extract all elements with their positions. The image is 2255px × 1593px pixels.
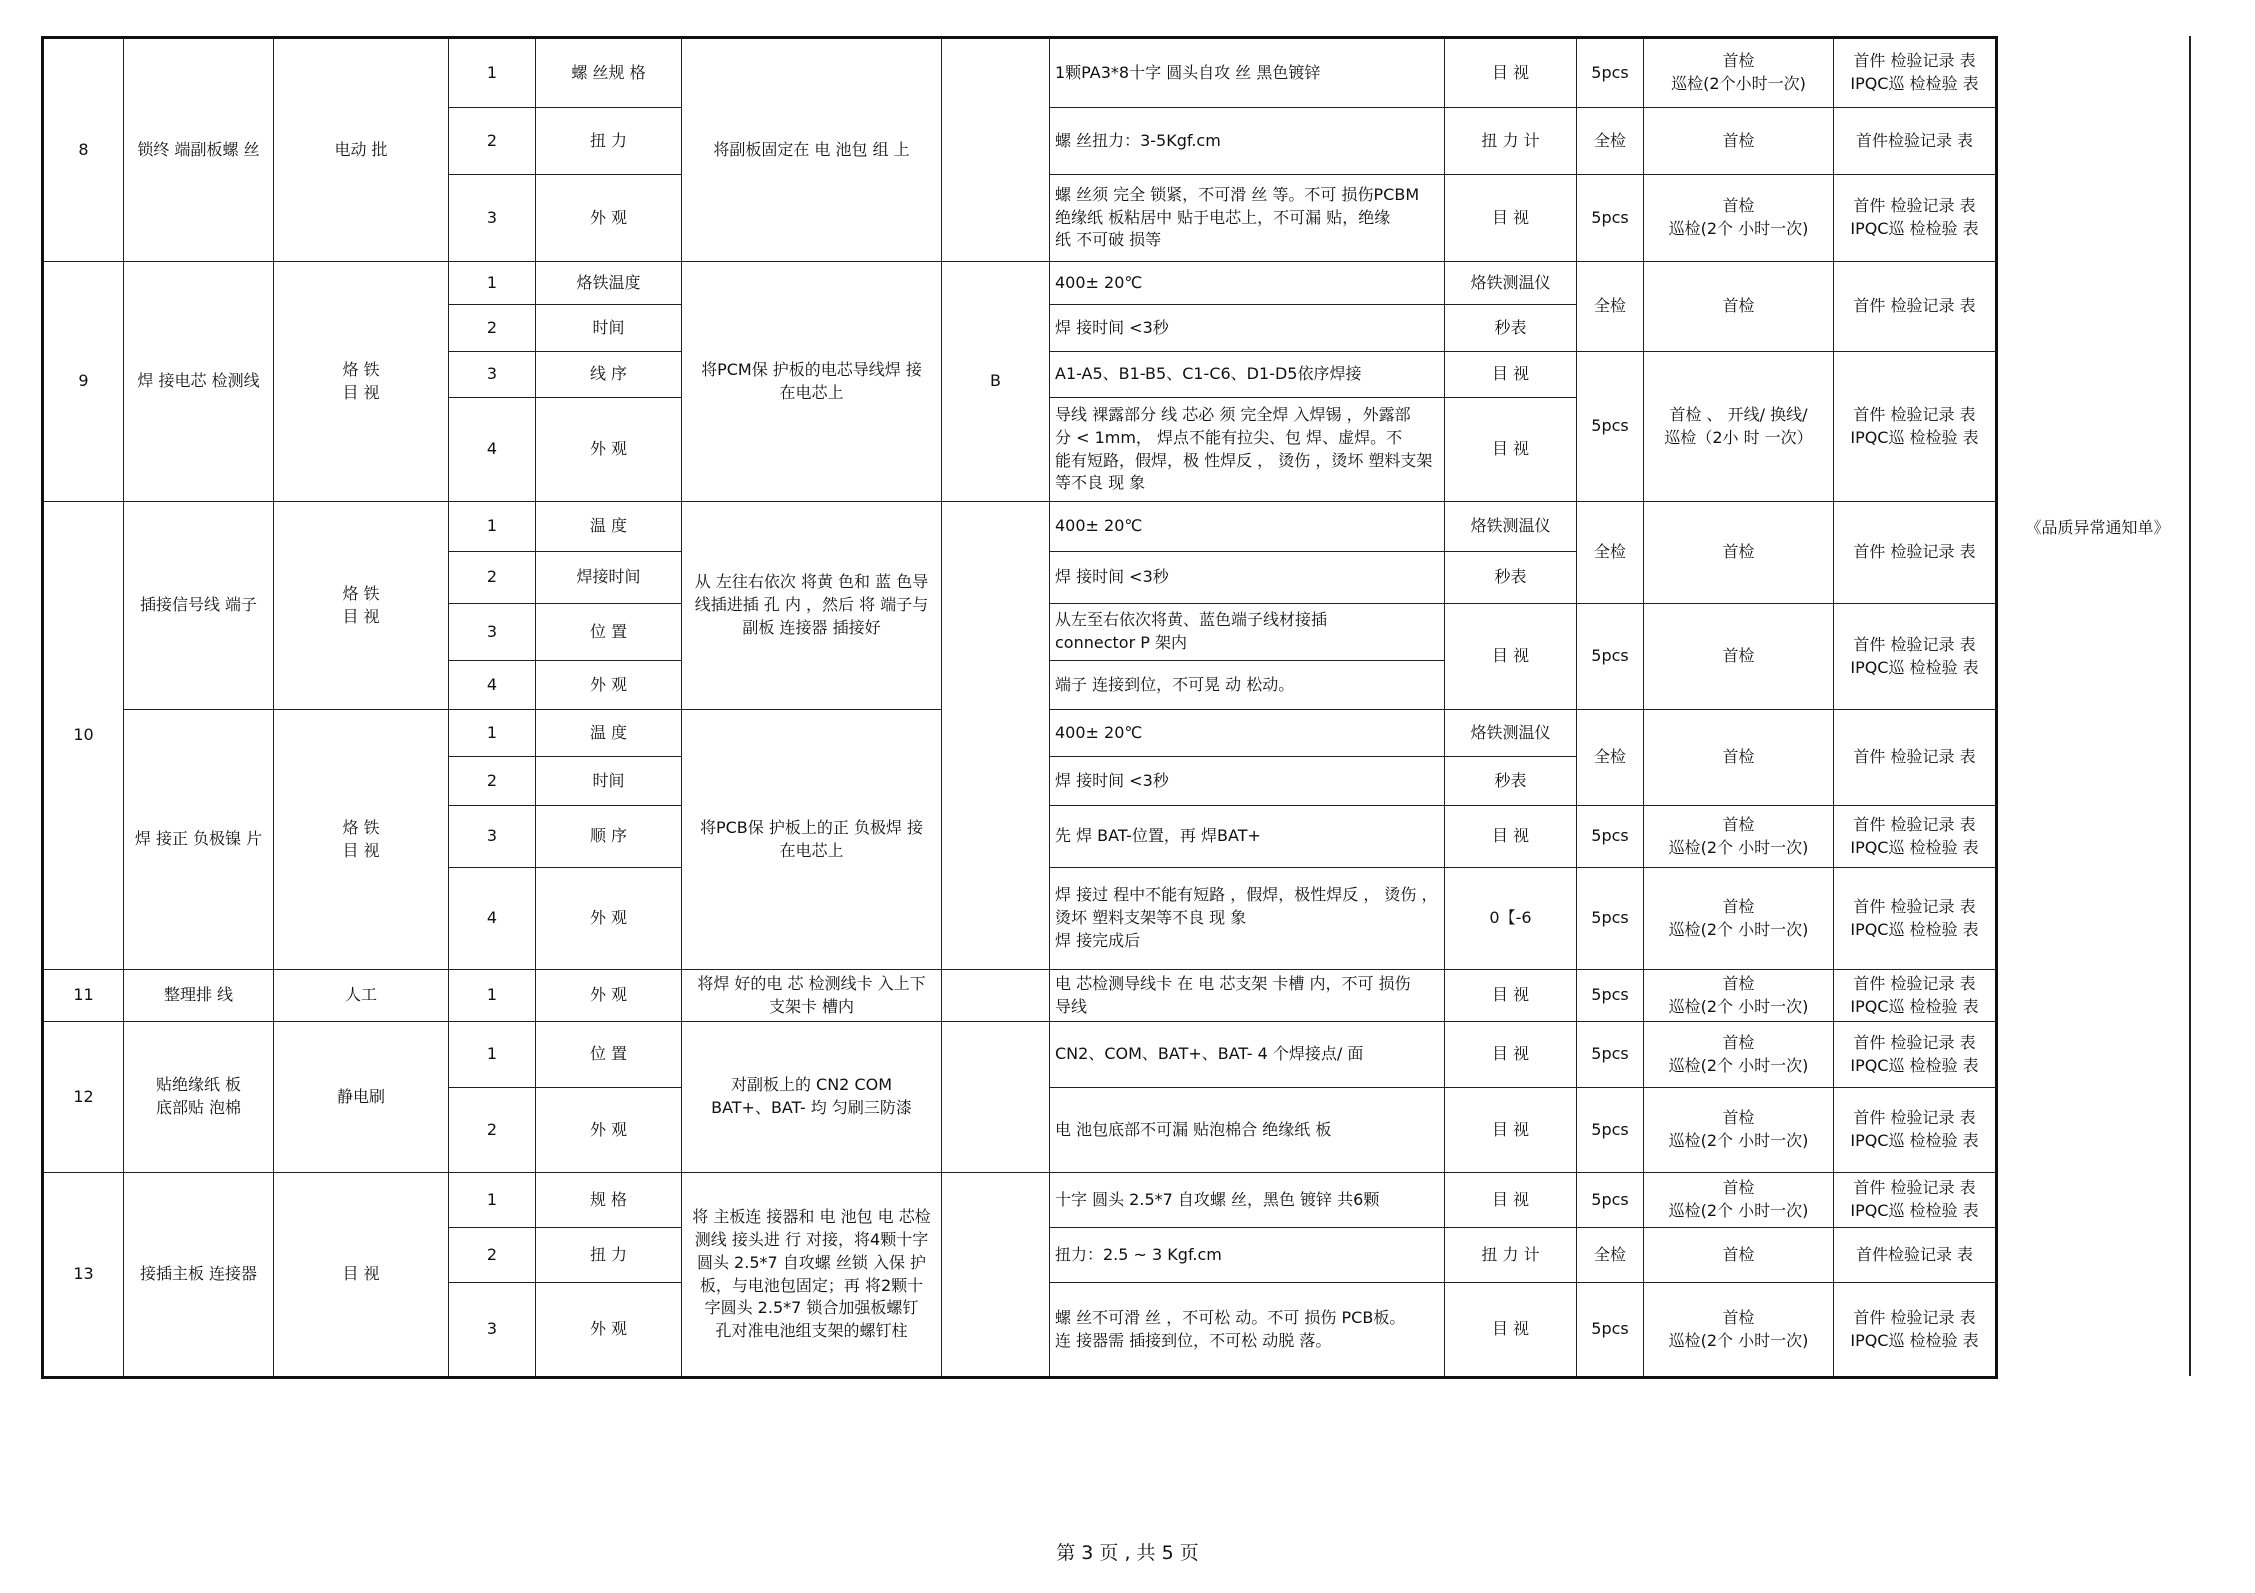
inspect-freq: 首检 、 开线/ 换线/ 巡检（2小 时 一次） — [1644, 352, 1834, 502]
record-form: 首件检验记录 表 — [1834, 108, 1997, 175]
item-seq: 1 — [449, 502, 536, 552]
sample-qty: 全检 — [1577, 1228, 1644, 1283]
inspect-method: 目 视 — [1445, 970, 1577, 1022]
class-cell: B — [942, 262, 1050, 502]
check-item: 线 序 — [536, 352, 682, 398]
item-seq: 3 — [449, 806, 536, 868]
item-seq: 3 — [449, 352, 536, 398]
record-form: 首件 检验记录 表 IPQC巡 检检验 表 — [1834, 1022, 1997, 1088]
sample-qty: 全检 — [1577, 502, 1644, 604]
inspect-method: 秒表 — [1445, 552, 1577, 604]
item-seq: 1 — [449, 38, 536, 108]
spec: 焊 接过 程中不能有短路 ，假焊，极性焊反 ， 烫伤 ， 烫坏 塑料支架等不良 现 象 焊 接完成后 — [1050, 868, 1445, 970]
inspect-method: 扭 力 计 — [1445, 108, 1577, 175]
check-item: 外 观 — [536, 1283, 682, 1378]
check-item: 位 置 — [536, 1022, 682, 1088]
table-row — [43, 38, 1997, 108]
check-item: 顺 序 — [536, 806, 682, 868]
spec: 电 芯检测导线卡 在 电 芯支架 卡槽 内，不可 损伤 导线 — [1050, 970, 1445, 1022]
process-tool: 静电刷 — [274, 1022, 449, 1173]
process-step: 整理排 线 — [124, 970, 274, 1022]
check-item: 扭 力 — [536, 108, 682, 175]
item-seq: 1 — [449, 262, 536, 305]
record-form: 首件 检验记录 表 IPQC巡 检检验 表 — [1834, 868, 1997, 970]
sample-qty: 5pcs — [1577, 806, 1644, 868]
process-tool: 烙 铁 目 视 — [274, 262, 449, 502]
sample-qty: 5pcs — [1577, 1283, 1644, 1378]
spec: 焊 接时间 <3秒 — [1050, 552, 1445, 604]
table-row — [43, 1173, 1997, 1228]
inspect-method: 秒表 — [1445, 757, 1577, 806]
record-form: 首件 检验记录 表 IPQC巡 检检验 表 — [1834, 1283, 1997, 1378]
process-tool: 目 视 — [274, 1173, 449, 1378]
item-seq: 3 — [449, 604, 536, 661]
process-step: 锁终 端副板螺 丝 — [124, 38, 274, 262]
sample-qty: 5pcs — [1577, 1173, 1644, 1228]
spec: 电 池包底部不可漏 贴泡棉合 绝缘纸 板 — [1050, 1088, 1445, 1173]
inspect-method: 目 视 — [1445, 604, 1577, 710]
inspect-freq: 首检 巡检(2个 小时一次) — [1644, 806, 1834, 868]
item-seq: 2 — [449, 552, 536, 604]
inspect-freq: 首检 — [1644, 262, 1834, 352]
item-seq: 2 — [449, 757, 536, 806]
record-form: 首件 检验记录 表 IPQC巡 检检验 表 — [1834, 1088, 1997, 1173]
sample-qty: 全检 — [1577, 710, 1644, 806]
process-step: 焊 接正 负极镍 片 — [124, 710, 274, 970]
process-no: 11 — [43, 970, 124, 1022]
check-item: 外 观 — [536, 970, 682, 1022]
item-seq: 4 — [449, 398, 536, 502]
inspect-method: 目 视 — [1445, 1173, 1577, 1228]
inspect-freq: 首检 巡检(2个 小时一次) — [1644, 1283, 1834, 1378]
inspect-method: 扭 力 计 — [1445, 1228, 1577, 1283]
sample-qty: 5pcs — [1577, 1088, 1644, 1173]
spec: 焊 接时间 <3秒 — [1050, 757, 1445, 806]
operation-desc: 对副板上的 CN2 COM BAT+、BAT- 均 匀刷三防漆 — [682, 1022, 942, 1173]
item-seq: 1 — [449, 970, 536, 1022]
class-cell — [942, 1173, 1050, 1378]
sample-qty: 5pcs — [1577, 868, 1644, 970]
check-item: 时间 — [536, 757, 682, 806]
item-seq: 2 — [449, 305, 536, 352]
item-seq: 3 — [449, 1283, 536, 1378]
table-row — [43, 262, 1997, 305]
process-no: 10 — [43, 502, 124, 970]
record-form: 首件 检验记录 表 IPQC巡 检检验 表 — [1834, 604, 1997, 710]
check-item: 温 度 — [536, 502, 682, 552]
inspect-method: 0【-6 — [1445, 868, 1577, 970]
operation-desc: 从 左往右依次 将黄 色和 蓝 色导 线插进插 孔 内 ，然后 将 端子与 副板 连接器 插接好 — [682, 502, 942, 710]
inspect-freq: 首检 — [1644, 710, 1834, 806]
process-tool: 烙 铁 目 视 — [274, 502, 449, 710]
inspect-method: 目 视 — [1445, 1022, 1577, 1088]
inspect-freq: 首检 巡检(2个小时一次) — [1644, 38, 1834, 108]
sample-qty: 5pcs — [1577, 38, 1644, 108]
check-item: 规 格 — [536, 1173, 682, 1228]
operation-desc: 将副板固定在 电 池包 组 上 — [682, 38, 942, 262]
class-cell — [942, 502, 1050, 970]
record-form: 首件检验记录 表 — [1834, 1228, 1997, 1283]
check-item: 外 观 — [536, 175, 682, 262]
item-seq: 1 — [449, 1022, 536, 1088]
inspect-method: 目 视 — [1445, 175, 1577, 262]
sample-qty: 全检 — [1577, 262, 1644, 352]
item-seq: 2 — [449, 1088, 536, 1173]
record-form: 首件 检验记录 表 — [1834, 502, 1997, 604]
process-no: 13 — [43, 1173, 124, 1378]
inspect-freq: 首检 巡检(2个 小时一次) — [1644, 970, 1834, 1022]
sample-qty: 5pcs — [1577, 1022, 1644, 1088]
check-item: 位 置 — [536, 604, 682, 661]
process-no: 12 — [43, 1022, 124, 1173]
spec: 先 焊 BAT-位置，再 焊BAT+ — [1050, 806, 1445, 868]
check-item: 螺 丝规 格 — [536, 38, 682, 108]
check-item: 时间 — [536, 305, 682, 352]
spec: 螺 丝扭力：3-5Kgf.cm — [1050, 108, 1445, 175]
inspect-freq: 首检 巡检(2个 小时一次) — [1644, 1022, 1834, 1088]
item-seq: 1 — [449, 1173, 536, 1228]
inspect-method: 烙铁测温仪 — [1445, 502, 1577, 552]
inspect-method: 目 视 — [1445, 398, 1577, 502]
check-item: 扭 力 — [536, 1228, 682, 1283]
spec: 焊 接时间 <3秒 — [1050, 305, 1445, 352]
class-cell — [942, 970, 1050, 1022]
inspect-freq: 首检 — [1644, 108, 1834, 175]
table-row — [43, 970, 1997, 1022]
sample-qty: 5pcs — [1577, 604, 1644, 710]
item-seq: 1 — [449, 710, 536, 757]
spec: 螺 丝不可滑 丝 ，不可松 动。不可 损伤 PCB板。 连 接器需 插接到位，不可松 动脱 落。 — [1050, 1283, 1445, 1378]
operation-desc: 将PCB保 护板上的正 负极焊 接 在电芯上 — [682, 710, 942, 970]
sample-qty: 全检 — [1577, 108, 1644, 175]
process-tool: 烙 铁 目 视 — [274, 710, 449, 970]
inspect-freq: 首检 — [1644, 1228, 1834, 1283]
check-item: 外 观 — [536, 398, 682, 502]
record-form: 首件 检验记录 表 — [1834, 710, 1997, 806]
process-step: 接插主板 连接器 — [124, 1173, 274, 1378]
inspect-method: 烙铁测温仪 — [1445, 262, 1577, 305]
inspect-method: 目 视 — [1445, 38, 1577, 108]
record-form: 首件 检验记录 表 — [1834, 262, 1997, 352]
process-step: 贴绝缘纸 板 底部贴 泡棉 — [124, 1022, 274, 1173]
operation-desc: 将焊 好的电 芯 检测线卡 入上下 支架卡 槽内 — [682, 970, 942, 1022]
check-item: 温 度 — [536, 710, 682, 757]
spec: 1颗PA3*8十字 圆头自攻 丝 黑色镀锌 — [1050, 38, 1445, 108]
class-cell — [942, 1022, 1050, 1173]
spec: 端子 连接到位，不可晃 动 松动。 — [1050, 661, 1445, 710]
inspect-freq: 首检 巡检(2个 小时一次) — [1644, 1088, 1834, 1173]
check-item: 外 观 — [536, 1088, 682, 1173]
process-step: 焊 接电芯 检测线 — [124, 262, 274, 502]
class-cell — [942, 38, 1050, 262]
inspect-method: 目 视 — [1445, 352, 1577, 398]
sample-qty: 5pcs — [1577, 970, 1644, 1022]
table-row — [43, 1022, 1997, 1088]
record-form: 首件 检验记录 表 IPQC巡 检检验 表 — [1834, 38, 1997, 108]
sample-qty: 5pcs — [1577, 352, 1644, 502]
check-item: 外 观 — [536, 868, 682, 970]
sample-qty: 5pcs — [1577, 175, 1644, 262]
spec: 导线 裸露部分 线 芯必 须 完全焊 入焊锡 ，外露部 分 < 1mm， 焊点不能有拉尖、包 焊、虚焊。不 能有短路，假焊，极 性焊反 ， 烫伤 ，烫坏 塑料支架 等不良 现 象 — [1050, 398, 1445, 502]
check-item: 焊接时间 — [536, 552, 682, 604]
spec: A1-A5、B1-B5、C1-C6、D1-D5依序焊接 — [1050, 352, 1445, 398]
process-tool: 电动 批 — [274, 38, 449, 262]
record-form: 首件 检验记录 表 IPQC巡 检检验 表 — [1834, 352, 1997, 502]
inspect-freq: 首检 — [1644, 604, 1834, 710]
process-no: 8 — [43, 38, 124, 262]
inspect-method: 目 视 — [1445, 1283, 1577, 1378]
inspect-method: 秒表 — [1445, 305, 1577, 352]
operation-desc: 将PCM保 护板的电芯导线焊 接 在电芯上 — [682, 262, 942, 502]
process-no: 9 — [43, 262, 124, 502]
inspect-method: 目 视 — [1445, 1088, 1577, 1173]
right-border-line — [2189, 36, 2191, 1376]
inspect-freq: 首检 — [1644, 502, 1834, 604]
item-seq: 2 — [449, 108, 536, 175]
check-item: 烙铁温度 — [536, 262, 682, 305]
item-seq: 4 — [449, 661, 536, 710]
spec: 400± 20℃ — [1050, 502, 1445, 552]
record-form: 首件 检验记录 表 IPQC巡 检检验 表 — [1834, 806, 1997, 868]
spec: CN2、COM、BAT+、BAT- 4 个焊接点/ 面 — [1050, 1022, 1445, 1088]
spec: 从左至右依次将黄、蓝色端子线材接插 connector P 架内 — [1050, 604, 1445, 661]
spec: 400± 20℃ — [1050, 262, 1445, 305]
inspect-freq: 首检 巡检(2个 小时一次) — [1644, 868, 1834, 970]
spec: 400± 20℃ — [1050, 710, 1445, 757]
inspection-table — [41, 36, 1998, 1379]
item-seq: 3 — [449, 175, 536, 262]
inspect-method: 目 视 — [1445, 806, 1577, 868]
inspect-freq: 首检 巡检(2个 小时一次) — [1644, 1173, 1834, 1228]
spec: 扭力：2.5 ~ 3 Kgf.cm — [1050, 1228, 1445, 1283]
item-seq: 4 — [449, 868, 536, 970]
spec: 十字 圆头 2.5*7 自攻螺 丝，黑色 镀锌 共6颗 — [1050, 1173, 1445, 1228]
record-form: 首件 检验记录 表 IPQC巡 检检验 表 — [1834, 175, 1997, 262]
process-tool: 人工 — [274, 970, 449, 1022]
check-item: 外 观 — [536, 661, 682, 710]
inspect-method: 烙铁测温仪 — [1445, 710, 1577, 757]
page-number: 第 3 页 , 共 5 页 — [1056, 1542, 1199, 1564]
record-form: 首件 检验记录 表 IPQC巡 检检验 表 — [1834, 1173, 1997, 1228]
record-form: 首件 检验记录 表 IPQC巡 检检验 表 — [1834, 970, 1997, 1022]
quality-notice-form: 《品质异常通知单》 — [2025, 518, 2170, 537]
item-seq: 2 — [449, 1228, 536, 1283]
operation-desc: 将 主板连 接器和 电 池包 电 芯检 测线 接头进 行 对接，将4颗十字 圆头 2.5*7 自攻螺 丝锁 入保 护 板，与电池包固定；再 将2颗十 字圆头 2.5*7 锁合加强板螺钉 孔对准电池组支架的螺钉柱 — [682, 1173, 942, 1378]
inspect-freq: 首检 巡检(2个 小时一次) — [1644, 175, 1834, 262]
spec: 螺 丝须 完全 锁紧，不可滑 丝 等。不可 损伤PCBM 绝缘纸 板粘居中 贴于电芯上，不可漏 贴，绝缘 纸 不可破 损等 — [1050, 175, 1445, 262]
table-row — [43, 502, 1997, 552]
process-step: 插接信号线 端子 — [124, 502, 274, 710]
